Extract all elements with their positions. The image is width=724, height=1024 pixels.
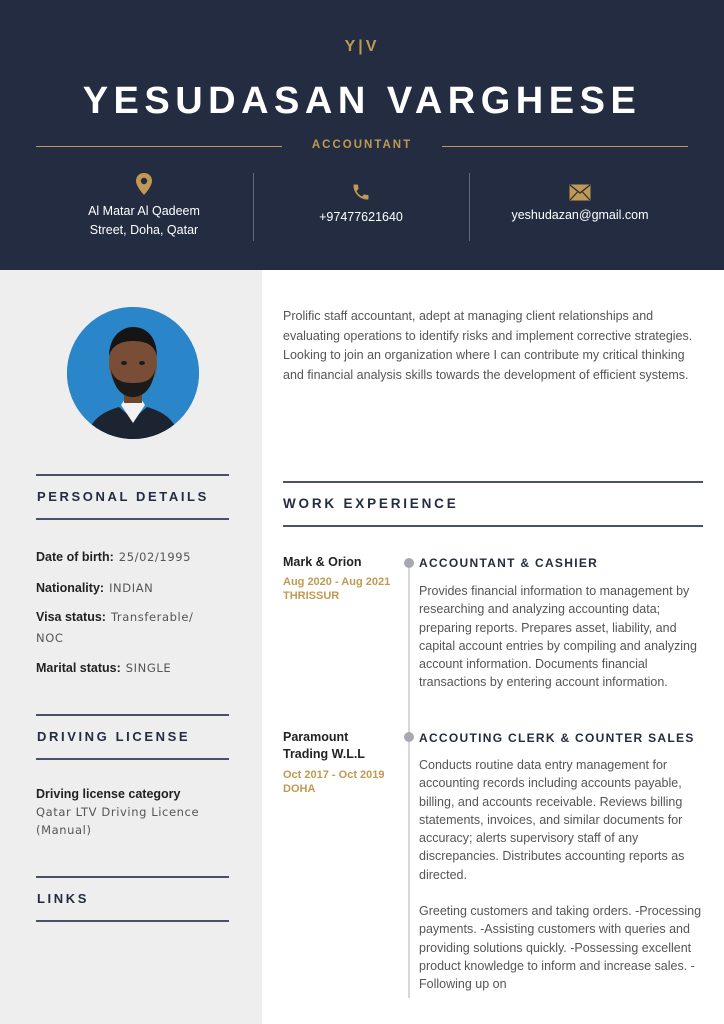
marital-label: Marital status:: [36, 661, 121, 675]
contact-address: [60, 172, 228, 242]
nationality-value: INDIAN: [109, 581, 154, 595]
timeline-line: [408, 562, 410, 998]
visa-value: Transferable/: [110, 610, 194, 624]
job-role: ACCOUNTANT & CASHIER: [419, 556, 599, 570]
phone-number: +97477621640: [319, 210, 403, 224]
driving-license-value-continued: (Manual): [36, 823, 92, 837]
job-role: ACCOUTING CLERK & COUNTER SALES: [419, 731, 695, 745]
dob-label: Date of birth:: [36, 550, 114, 564]
address-line-2: Street, Doha, Qatar: [89, 223, 199, 237]
links-heading: [36, 876, 229, 922]
candidate-name: YESUDASAN VARGHESE: [82, 80, 642, 122]
job-date-range: Aug 2020 - Aug 2021: [283, 576, 391, 588]
professional-summary: Prolific staff accountant, adept at managing client relationships and evaluating operations to identify risks and implement corrective strategies. Looking to join an organization where I can contribute my critical thinking and financial analysis skills towards the development of efficient systems.: [283, 309, 693, 382]
work-experience-heading: [283, 481, 703, 527]
contact-email: [485, 172, 675, 242]
section-title: LINKS: [37, 891, 89, 906]
job-description-continued: Greeting customers and taking orders. -Processing payments. -Assisting customers with queries and providing solutions quickly. -Possessing excellent product knowledge to inform and increase sales. -Following up on: [419, 904, 702, 992]
job-title: ACCOUNTANT: [311, 139, 413, 151]
date-of-birth: [36, 547, 236, 568]
job-location: DOHA: [283, 783, 316, 795]
driving-license-value: Qatar LTV Driving Licence: [36, 805, 200, 819]
profile-photo: [67, 307, 199, 439]
personal-details-heading: [36, 474, 229, 520]
job-dates: [283, 575, 401, 603]
section-title: WORK EXPERIENCE: [283, 496, 459, 511]
envelope-icon: [569, 184, 591, 201]
job-dates: [283, 768, 401, 796]
job-location: THRISSUR: [283, 590, 340, 602]
driving-license-label: Driving license category: [36, 787, 181, 801]
marital-status: [36, 658, 236, 679]
job-description: Provides financial information to management by researching and analyzing accounting data; preparing reports. Prepares asset, liability, and capital account entries by compiling and analyzing account information. Documents financial transactions by entering account information.: [419, 584, 697, 690]
job-company: Mark & Orion: [283, 555, 362, 569]
job-date-range: Oct 2017 - Oct 2019: [283, 769, 385, 781]
visa-status: [36, 607, 236, 649]
monogram: Y|V: [344, 38, 380, 55]
visa-value-continued: NOC: [36, 631, 64, 645]
timeline-dot: [404, 558, 414, 568]
timeline-dot: [404, 732, 414, 742]
job-company: [283, 729, 398, 763]
section-title: DRIVING LICENSE: [37, 729, 191, 744]
nationality: [36, 578, 236, 599]
contact-phone: [285, 172, 437, 242]
job-company-line: Paramount: [283, 730, 349, 744]
address-line-1: Al Matar Al Qadeem: [88, 204, 200, 218]
title-divider-right: [442, 146, 688, 147]
nationality-label: Nationality:: [36, 581, 105, 595]
contact-divider: [253, 173, 254, 241]
job-company-line: Trading W.L.L: [283, 747, 365, 761]
driving-license-heading: [36, 714, 229, 760]
location-pin-icon: [134, 172, 154, 196]
visa-label: Visa status:: [36, 610, 106, 624]
profile-photo-illustration: [67, 307, 199, 439]
phone-icon: [351, 182, 371, 202]
contact-divider: [469, 173, 470, 241]
driving-license-category: [36, 785, 236, 839]
email-address: yeshudazan@gmail.com: [511, 208, 649, 222]
dob-value: 25/02/1995: [118, 550, 192, 564]
job-title-row: [36, 138, 688, 154]
job-description: Conducts routine data entry management for accounting records including accounts payable, billing, and accounts receivable. Reviews billing statements, invoices, and similar documents for accuracy; alerts supervisory staff of any discrepancies. Distributes accounting reports as directed.: [419, 758, 685, 882]
section-title: PERSONAL DETAILS: [37, 489, 209, 504]
marital-value: SINGLE: [125, 661, 172, 675]
